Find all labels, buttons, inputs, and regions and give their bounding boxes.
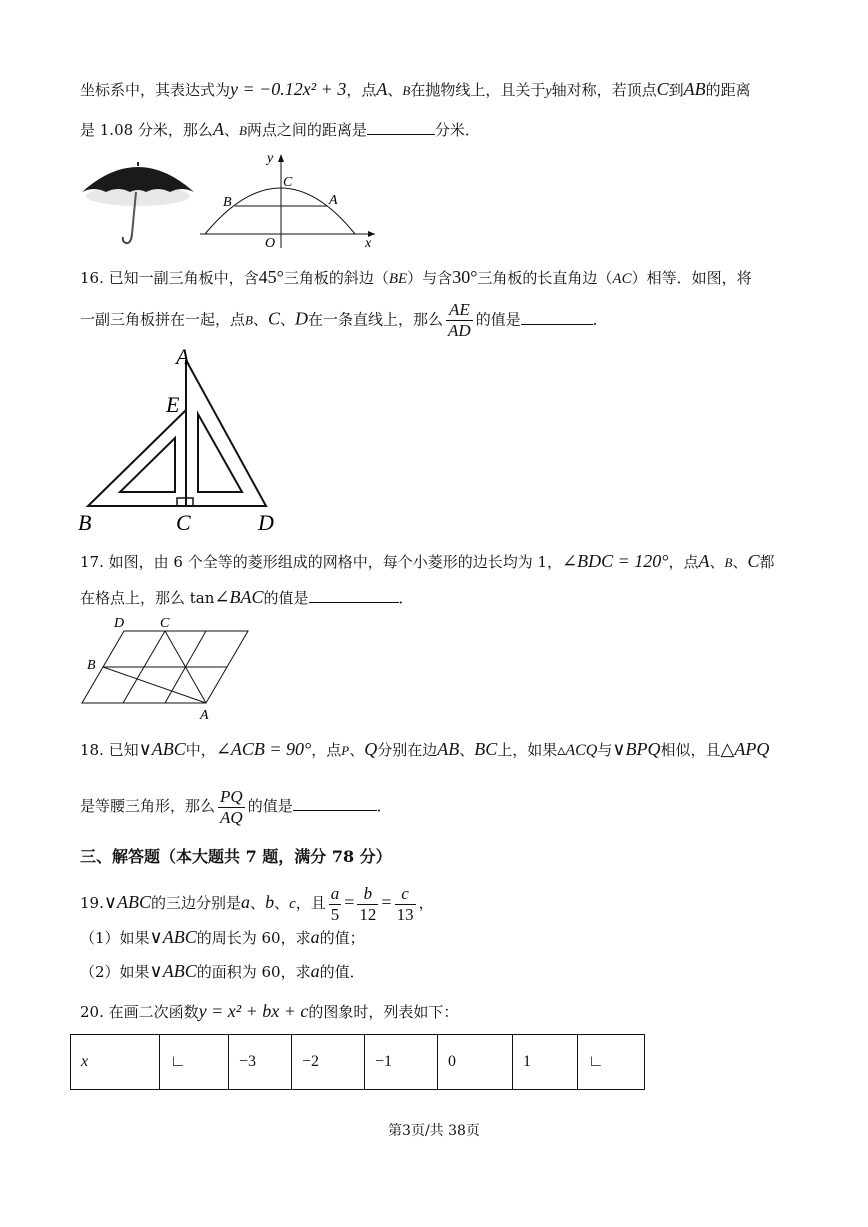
q17-line1: 17. 如图，由 6 个全等的菱形组成的网格中，每个小菱形的边长均为 1，∠BDC = 120°，点A、B、C都 xyxy=(80,551,775,571)
q18-line2: 是等腰三角形，那么 $\frac{PQ}{AQ}$ 的值是 ． xyxy=(80,786,392,827)
q19-fraction-c: $\frac{c}{13}$ xyxy=(396,883,414,924)
q17-line2: 在格点上，那么 tan∠BAC的值是 ． xyxy=(80,587,414,607)
q20-line1: 20. 在画二次函数y = x² + bx + c的图象时，列表如下： xyxy=(80,1001,459,1021)
q15-formula: y = −0.12x² + 3 xyxy=(230,79,347,99)
umbrella-image xyxy=(78,160,198,250)
fig-label-x: x xyxy=(365,236,372,250)
q19-line1: 19.∨ABC的三边分别是a、b、c，且 $\frac{a}{5}$ = $\frac{b}{12}$ = $\frac{c}{13}$ ， xyxy=(80,883,434,924)
table-cell-x: x xyxy=(71,1035,160,1090)
q20-value-table xyxy=(70,1034,645,1090)
q15-line1: 坐标系中，其表达式为y = −0.12x² + 3，点A、B在抛物线上，且关于y轴对称，若顶点C到AB的距离 xyxy=(80,79,751,99)
q18-line1: 18. 已知∨ABC中，∠ACB = 90°，点P、Q分别在边AB、BC上，如果▵ACQ与∨BPQ相似，且△APQ xyxy=(80,739,770,759)
fig-label-B: B xyxy=(78,510,92,535)
table-cell: −2 xyxy=(292,1035,365,1090)
q19-fraction-b: $\frac{b}{12}$ xyxy=(359,883,377,924)
table-row xyxy=(71,1035,645,1090)
section3-heading: 三、解答题（本大题共 7 题，满分 78 分） xyxy=(80,847,392,866)
table-cell: 1 xyxy=(513,1035,578,1090)
table-cell: 0 xyxy=(438,1035,513,1090)
fig-label-D: D xyxy=(258,510,274,535)
q16-line2: 一副三角板拼在一起，点B、C、D在一条直线上，那么 $\frac{AE}{AD}$ 的值是 ． xyxy=(80,300,608,340)
q16-line1: 16. 已知一副三角板中，含45°三角板的斜边（BE）与含30°三角板的长直角边（AC）相等．如图，将 xyxy=(80,267,752,287)
q19-sub2: （2）如果∨ABC的面积为 60，求a的值． xyxy=(80,961,365,981)
q15-answer-blank[interactable] xyxy=(367,120,435,135)
table-cell: −1 xyxy=(365,1035,438,1090)
q18-answer-blank[interactable] xyxy=(293,796,377,811)
fig-label-C: C xyxy=(160,616,170,631)
fig-label-A: A xyxy=(176,344,190,369)
q16-triangles-figure xyxy=(78,340,288,540)
table-cell: −3 xyxy=(229,1035,292,1090)
q16-fraction: $\frac{AE}{AD}$ xyxy=(448,300,471,340)
q19-fraction-a: $\frac{a}{5}$ xyxy=(330,883,340,924)
q15-parabola-figure xyxy=(195,150,385,250)
page-footer: 第3页/共 38页 xyxy=(388,1123,480,1139)
fig-label-C: C xyxy=(176,510,191,535)
q19-sub1: （1）如果∨ABC的周长为 60，求a的值； xyxy=(80,927,365,947)
q15-line2: 是 1.08 分米，那么A、B两点之间的距离是 分米． xyxy=(80,119,480,139)
fig-label-E: E xyxy=(166,392,180,417)
fig-label-B: B xyxy=(223,195,232,210)
fig-label-D: D xyxy=(114,616,125,631)
fig-label-C: C xyxy=(283,175,293,190)
q18-fraction: $\frac{PQ}{AQ}$ xyxy=(220,786,243,827)
fig-label-A: A xyxy=(200,708,209,722)
fig-label-O: O xyxy=(265,236,276,250)
table-cell: ∟ xyxy=(160,1035,229,1090)
q16-answer-blank[interactable] xyxy=(521,310,593,325)
q17-answer-blank[interactable] xyxy=(309,588,399,603)
fig-label-B: B xyxy=(87,658,96,673)
table-cell: ∟ xyxy=(578,1035,645,1090)
fig-label-A: A xyxy=(329,193,338,208)
fig-label-y: y xyxy=(267,151,274,166)
q17-rhombus-grid-figure xyxy=(78,612,258,722)
